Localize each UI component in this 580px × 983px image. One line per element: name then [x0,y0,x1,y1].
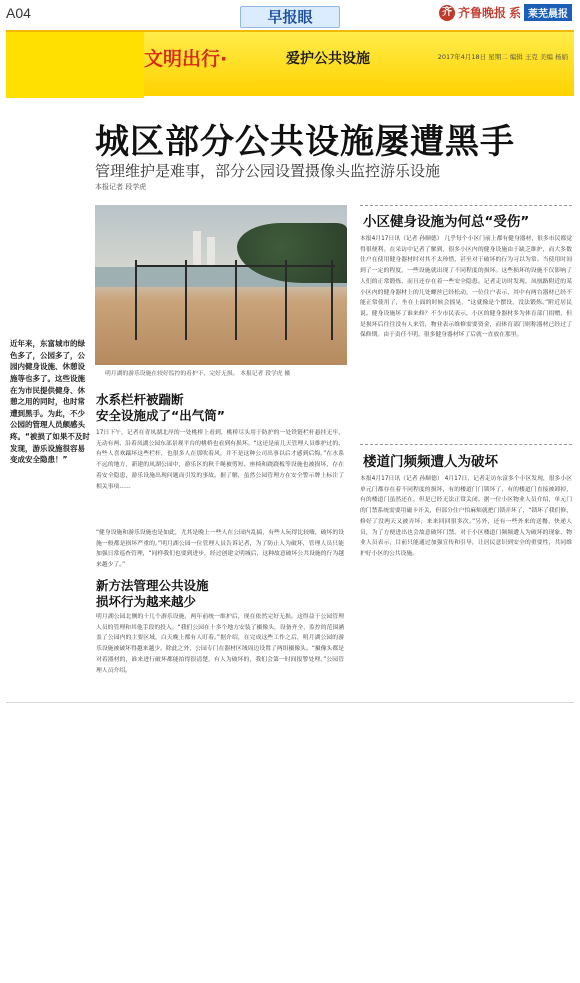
section-title: 新方法管理公共设施 损坏行为越来越少 [96,578,209,609]
page-number: A04 [6,5,31,21]
section-title: 楼道门频频遭人为破坏 [363,454,498,470]
article-body: 本报4月17日讯（记者 孙顺德） 几乎每个小区门前上都有健身器材，很多市民都觉得很便利。在采访中记者了解到，很多小区内的健身设施由于缺乏维护，而大多数住户在使用健身器材时对其不太珍惜，甚至对于破坏的行为习以为常。当使用时间到了一定的程度，一些设施就出现了不同程度的损坏。这些损坏的设施不仅影响了人们的正常锻炼，而且还存在着一些安全隐患。记者走访时发现，凤凰路附近的某小区内的健身器材上的几处螺丝已经松动，一位住户表示，其中有两台器材已经不能正常使用了，坐在上面的时候会摇晃，“这就像是个摆设，没法锻炼。”附近居民说。健身设施坏了谁来修？不少市民表示，小区的健身器材多为体育部门捐赠，但是损坏后往往没有人来管，物业表示维修需要资金，而体育部门则称器材已经过了保修期。由于责任不明，很多健身器材坏了后就一直放在那里。 [360,236,572,339]
photo-swing-post [331,260,333,340]
banner-decoration [6,32,144,98]
headline: 城区部分公共设施屡遭黑手 [95,122,515,162]
photo-caption: 明月湖的游乐设施在较好监控的看护下，完好无损。 本报记者 段学虎 摄 [105,371,291,377]
photo-swing-post [135,260,137,340]
column-banner [6,30,574,96]
article-body: “健身设施和游乐设施也是如此，尤其是晚上一些人在公园内乱搞，有些人玩得比较嗨，破坏的设施一般都是损坏严重的。”明月湖公园一位管理人员告诉记者，为了防止人为破坏，管理人员只能加强日常巡查管理，“同样我们也要到进步，经过创建文明城后，这种故意破坏公共设施的行为越来越少了。” [96,530,344,569]
byline: 本报记者 段学虎 [95,183,147,191]
banner-subtitle: 爱护公共设施 [286,51,370,67]
photo-swing-post [235,260,237,340]
brand-tag: 莱芜晨报 [524,4,572,21]
section-title: 水系栏杆被踹断 安全设施成了“出气筒” [96,392,225,423]
divider [360,444,572,445]
brand-name: 齐鲁晚报 [457,6,506,20]
article-body: 17日下午，记者在青凤湖北岸的一处桃桥上看到，桃桥尽头用于防护的一处铁链栏杆悬挂无牢，无动有两，沿着凤湖公园东部景观平台的桃桥也看到有损坏。“这还是前几天管理人员维护过的，有些人喜欢踹坏这些栏杆，也很多人在那吹着风，并不是这种公司出事以后才感到后悔。”在水系不远的地方，新建的凤湖公园中，游乐区的秋千绳被剪短、座椅和跷跷板等设施也被损坏，存在着安全隐患，游乐设施出现问题而引发的事故。据了解，虽然公园管理方在安全警示牌上标注了相关事项…… [96,430,344,490]
photo-building [193,231,201,267]
article-body: 本报4月17日讯（记者 孙顺德） 4月17日，记者走访东富多个小区发现，很多小区单元门都存在着不同程度的损坏，有的楼道门门锁坏了，有的楼道门直接被卸掉，有的楼道门虽然还在，但是已经无法正常关闭。据一位小区物业人员介绍，单元门的门禁系统需要用磁卡开关，但部分住户怕麻烦就把门锁弄坏了，“锁坏了我们修，修好了没两天又被弄坏，来来回回很多次。”另外，还有一些外来的送餐、快递人员，为了方便进出也会故意破坏门禁。对于小区楼道门频频遭人为破坏的现象，物业人员表示，目前只能通过加强宣传和引导，让居民意识到安全的重要性，共同维护好小区的公共设施。 [360,476,572,558]
brand [439,4,572,21]
issue-meta: 2017年4月18日 星期二 编辑 王克 美编 杨娟 [437,53,568,61]
banner-title: 文明出行· [144,48,228,70]
brand-suffix: 系 [508,6,521,20]
photo-building [207,237,215,267]
bottom-rule [6,702,574,703]
intro-note: 近年来，东富城市的绿色多了，公园多了，公园内健身设施、休憩设施等也多了。这些设施在为市民提供健身、休憩之用的同时，也时常遭到黑手。为此，不少公园的管理人员颇感头疼。“被损了如果不及时发现，游乐设施很容易变成安全隐患！” [10,339,90,465]
photo-swing-post [185,260,187,340]
article-body: 明月湖公园北侧的十几个游乐设施，两年前统一维护后，现在依然完好无损。这得益于公园管理人员的管理和其他手段的投入。“我们公园在十多个地方安装了摄像头，设备齐全，监控的范围涵盖了公园内的主要区域，白天晚上都有人盯着。”据介绍，在完成这些工作之后，明月湖公园的游乐设施被破坏得越来越少。除此之外，公园专门在器材区域周边设置了两组摄像头。“摄像头都是对着器材的，谁来进行破坏都能拍得很清楚，有人为破坏的，我们会第一时间报警处理。”公园管理人员介绍。 [96,614,344,674]
photo-swing-post [285,260,287,340]
section-title: 小区健身设施为何总“受伤” [363,214,530,230]
page-header [0,0,580,26]
brand-logo-icon: 齐 [439,5,455,21]
section-tab: 早报眼 [240,6,340,28]
divider [360,205,572,206]
subheadline: 管理维护是难事，部分公园设置摄像头监控游乐设施 [95,162,441,180]
news-photo [95,205,347,365]
